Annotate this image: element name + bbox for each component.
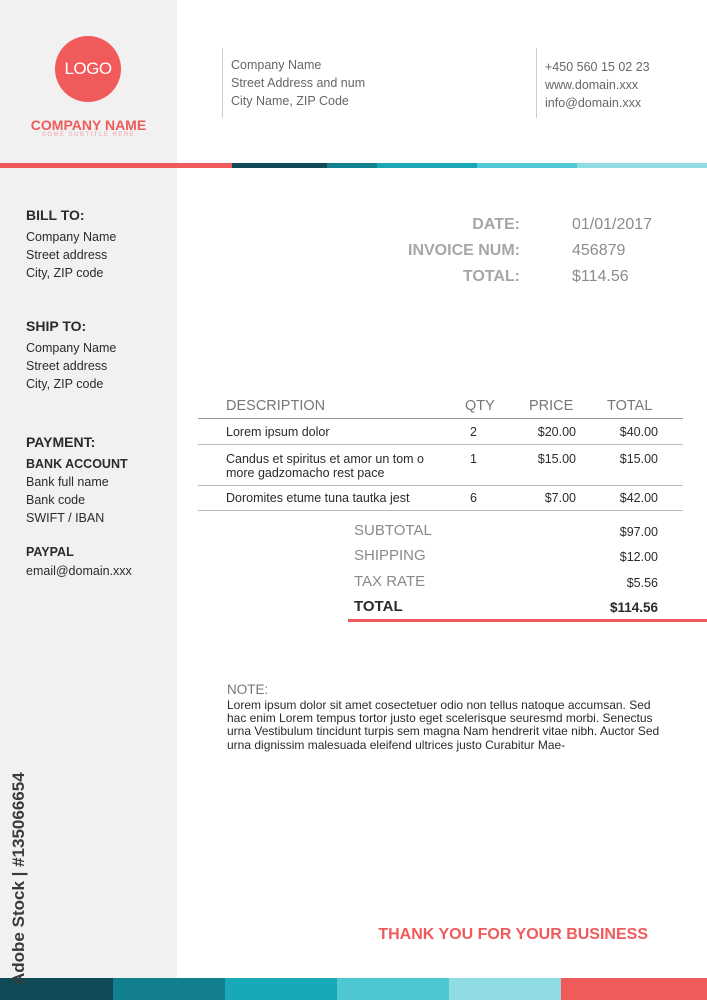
row-description: Doromites etume tuna tautka jest [226,491,410,505]
stock-watermark: Adobe Stock | #135066654 [9,772,28,985]
shipping-label: SHIPPING [354,547,426,564]
table-header-line [198,418,683,419]
logo-text: LOGO [64,59,112,78]
invoice-num-value: 456879 [572,242,626,259]
header-divider [222,48,223,118]
bank-account-label: BANK ACCOUNT [26,457,128,471]
stripe-segment [232,163,327,168]
contact-phone: +450 560 15 02 23 [545,60,650,74]
invoice-date-row [360,216,660,238]
stripe-segment [577,163,707,168]
table-row-line [198,444,683,445]
note-text: Lorem ipsum dolor sit amet cosectetuer odio non tellus natoque accumsan. Sed hac enim Lorem tempus tortor justo eget scelerisque seuresmd morbi. Senectus urna Vestibulum tincidunt turpis sem magna Nam hendrerit vitae nibh. Auctor Sed urna dignissim malesuada eleifend ultrices justo Curabitur Mae- [227,698,660,752]
total-label: TOTAL: [462,268,520,285]
bill-to-heading: BILL TO: [26,207,85,223]
bank-line: Bank full name [26,475,109,489]
bank-line: SWIFT / IBAN [26,511,105,525]
bill-to-address [26,228,116,282]
paypal-label: PAYPAL [26,545,74,559]
invoice-number-row [360,242,660,264]
table-row-line [198,485,683,486]
col-price-header: PRICE [529,398,574,414]
header-divider [536,48,537,118]
header-contact [545,58,650,112]
bottom-color-stripe [0,978,707,1000]
company-subtitle: SOME SUBTITLE HERE [41,132,136,138]
stripe-segment [337,978,449,1000]
row-total: $42.00 [619,491,658,505]
total-underline [348,619,707,622]
thank-you-message: THANK YOU FOR YOUR BUSINESS [378,926,648,943]
paypal-email: email@domain.xxx [26,564,132,578]
contact-website: www.domain.xxx [545,78,639,92]
row-qty: 1 [470,452,477,466]
row-description: Lorem ipsum dolor [226,425,330,439]
address-company: Company Name [231,58,322,72]
contact-email: info@domain.xxx [545,96,642,110]
row-total: $40.00 [619,425,658,439]
stripe-segment [477,163,577,168]
stripe-segment [225,978,337,1000]
summary-total-label: TOTAL [354,598,403,615]
total-value: $114.56 [572,268,629,285]
bank-details [26,473,109,527]
ship-to-address [26,339,116,393]
bill-to-line: City, ZIP code [26,266,104,280]
bank-line: Bank code [26,493,86,507]
date-label: DATE: [472,216,520,233]
tax-rate-value: $5.56 [626,576,658,590]
row-description: Candus et spiritus et amor un tom o more gadzomacho rest pace [226,452,425,480]
col-total-header: TOTAL [607,398,653,414]
stripe-segment [449,978,561,1000]
stripe-segment [327,163,377,168]
bill-to-line: Street address [26,248,108,262]
payment-heading: PAYMENT: [26,434,96,450]
row-price: $20.00 [537,425,576,439]
top-color-stripe [0,163,707,168]
bill-to-line: Company Name [26,230,117,244]
row-total: $15.00 [619,452,658,466]
shipping-value: $12.00 [619,550,658,564]
date-value: 01/01/2017 [572,216,653,233]
stripe-segment [0,163,177,168]
ship-to-line: Company Name [26,341,117,355]
row-price: $7.00 [544,491,576,505]
summary-total-value: $114.56 [609,600,658,615]
company-name: COMPANY NAME [30,117,147,133]
row-qty: 2 [470,425,477,439]
invoice-num-label: INVOICE NUM: [408,242,520,259]
ship-to-line: City, ZIP code [26,377,104,391]
stripe-segment [177,163,232,168]
subtotal-label: SUBTOTAL [354,522,432,539]
address-city: City Name, ZIP Code [231,94,349,108]
row-qty: 6 [470,491,477,505]
row-price: $15.00 [537,452,576,466]
tax-rate-label: TAX RATE [354,573,426,590]
col-qty-header: QTY [465,398,495,414]
address-street: Street Address and num [231,76,366,90]
stripe-segment [377,163,477,168]
table-row-line [198,510,683,511]
stripe-segment [561,978,707,1000]
ship-to-heading: SHIP TO: [26,318,87,334]
invoice-total-row [360,268,660,290]
logo [55,36,121,102]
header-address [231,56,365,110]
ship-to-line: Street address [26,359,108,373]
note-heading: NOTE: [227,682,269,697]
col-description-header: DESCRIPTION [226,398,326,414]
stripe-segment [113,978,225,1000]
subtotal-value: $97.00 [619,525,658,539]
